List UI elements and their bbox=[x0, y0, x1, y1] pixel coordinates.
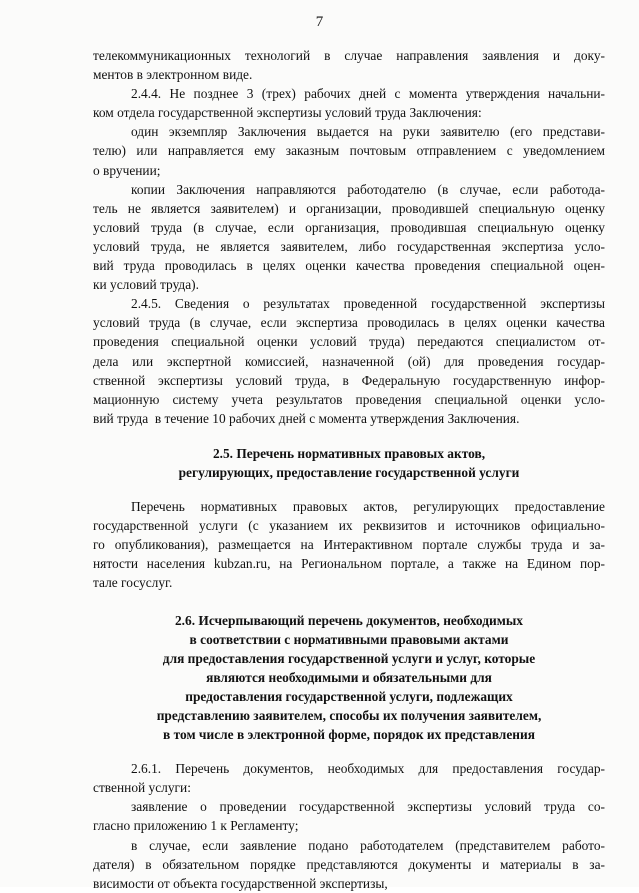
heading-line: предоставления государственной услуги, подлежащих bbox=[185, 688, 513, 704]
text-line: го опубликования), размещается на Интерактивном портале службы труда и за- bbox=[93, 537, 605, 553]
text-line: висимости от объекта государственной экспертизы, bbox=[93, 875, 388, 891]
heading-line: регулирующих, предоставление государственной услуги bbox=[178, 464, 520, 480]
text-line: проведения специальной оценки условий труда) передаются специалистом от- bbox=[93, 334, 605, 350]
text-line: 2.6.1. Перечень документов, необходимых для предоставления государ- bbox=[131, 761, 605, 777]
text-line: дателя) в обязательном порядке представляются документы и материалы в за- bbox=[93, 856, 605, 872]
text-line: ком отдела государственной экспертизы условий труда Заключения: bbox=[93, 105, 482, 121]
paragraph-copies bbox=[93, 180, 605, 295]
text-line: тале госуслуг. bbox=[93, 575, 173, 591]
text-line: 2.4.5. Сведения о результатах проведенной государственной экспертизы bbox=[131, 296, 605, 312]
paragraph-application bbox=[93, 797, 605, 835]
text-line: один экземпляр Заключения выдается на руки заявителю (его представи- bbox=[131, 124, 605, 140]
paragraph-employer bbox=[93, 836, 605, 893]
text-line: вий труда проводилась в целях оценки качества проведения специальной оцен- bbox=[93, 258, 605, 274]
text-line: ственной услуги: bbox=[93, 780, 191, 796]
text-line: условий труда (в случае, если экспертиза проводилась в целях оценки качества bbox=[93, 315, 605, 331]
section-heading-2-5 bbox=[93, 444, 605, 482]
text-line: ментов в электронном виде. bbox=[93, 67, 253, 83]
paragraph-copy-one bbox=[93, 122, 605, 179]
text-line: гласно приложению 1 к Регламенту; bbox=[93, 818, 299, 834]
paragraph-continuation bbox=[93, 46, 605, 84]
text-line: государственной услуги (с указанием их реквизитов и источников официально- bbox=[93, 518, 605, 534]
heading-line: для предоставления государственной услуги и услуг, которые bbox=[162, 650, 536, 666]
section-heading-2-6 bbox=[93, 611, 605, 745]
text-line: заявление о проведении государственной экспертизы условий труда со- bbox=[131, 799, 605, 815]
text-line: в случае, если заявление подано работодателем (представителем работо- bbox=[131, 837, 605, 853]
paragraph-2-4-5 bbox=[93, 294, 605, 428]
paragraph-2-6-1 bbox=[93, 759, 605, 797]
heading-line: в соответствии с нормативными правовыми актами bbox=[189, 631, 509, 647]
heading-line: в том числе в электронной форме, порядок их представления bbox=[163, 727, 535, 743]
heading-line: являются необходимыми и обязательными для bbox=[206, 669, 492, 685]
heading-line: 2.6. Исчерпывающий перечень документов, необходимых bbox=[174, 612, 523, 628]
text-line: о вручении; bbox=[93, 162, 161, 178]
text-line: вий труда в течение 10 рабочих дней с момента утверждения Заключения. bbox=[93, 410, 520, 426]
text-line: условий труда (в случае, если организация, проводившая специальную оценку bbox=[93, 219, 605, 235]
text-line: копии Заключения направляются работодателю (в случае, если работода- bbox=[131, 181, 605, 197]
text-line: условий труда, не является заявителем, либо государственная экспертиза усло- bbox=[93, 238, 605, 254]
text-line: мационную систему учета результатов проведения специальной оценки усло- bbox=[93, 391, 605, 407]
paragraph-2-4-4 bbox=[93, 84, 605, 122]
paragraph-2-5 bbox=[93, 497, 605, 592]
page-number: 7 bbox=[315, 14, 324, 30]
text-line: 2.4.4. Не позднее 3 (трех) рабочих дней с момента утверждения начальни- bbox=[131, 86, 605, 102]
text-line: Перечень нормативных правовых актов, регулирующих предоставление bbox=[131, 499, 605, 515]
heading-line: 2.5. Перечень нормативных правовых актов, bbox=[212, 445, 486, 461]
text-line: телю) или направляется ему заказным почтовым отправлением с уведомлением bbox=[93, 143, 605, 159]
text-line: ственной экспертизы условий труда, в Федеральную государственную инфор- bbox=[93, 372, 605, 388]
text-line: нятости населения kubzan.ru, на Региональном портале, а также на Едином пор- bbox=[93, 556, 605, 572]
text-line: телекоммуникационных технологий в случае направления заявления и доку- bbox=[93, 48, 605, 63]
text-line: тель не является заявителем) и организации, проводившей специальную оценку bbox=[93, 200, 605, 216]
text-line: ки условий труда). bbox=[93, 277, 199, 293]
heading-line: представлению заявителем, способы их получения заявителем, bbox=[156, 708, 542, 723]
document-body bbox=[93, 46, 605, 893]
text-line: дела или экспертной комиссией, назначенной (ой) для проведения государ- bbox=[93, 353, 605, 369]
